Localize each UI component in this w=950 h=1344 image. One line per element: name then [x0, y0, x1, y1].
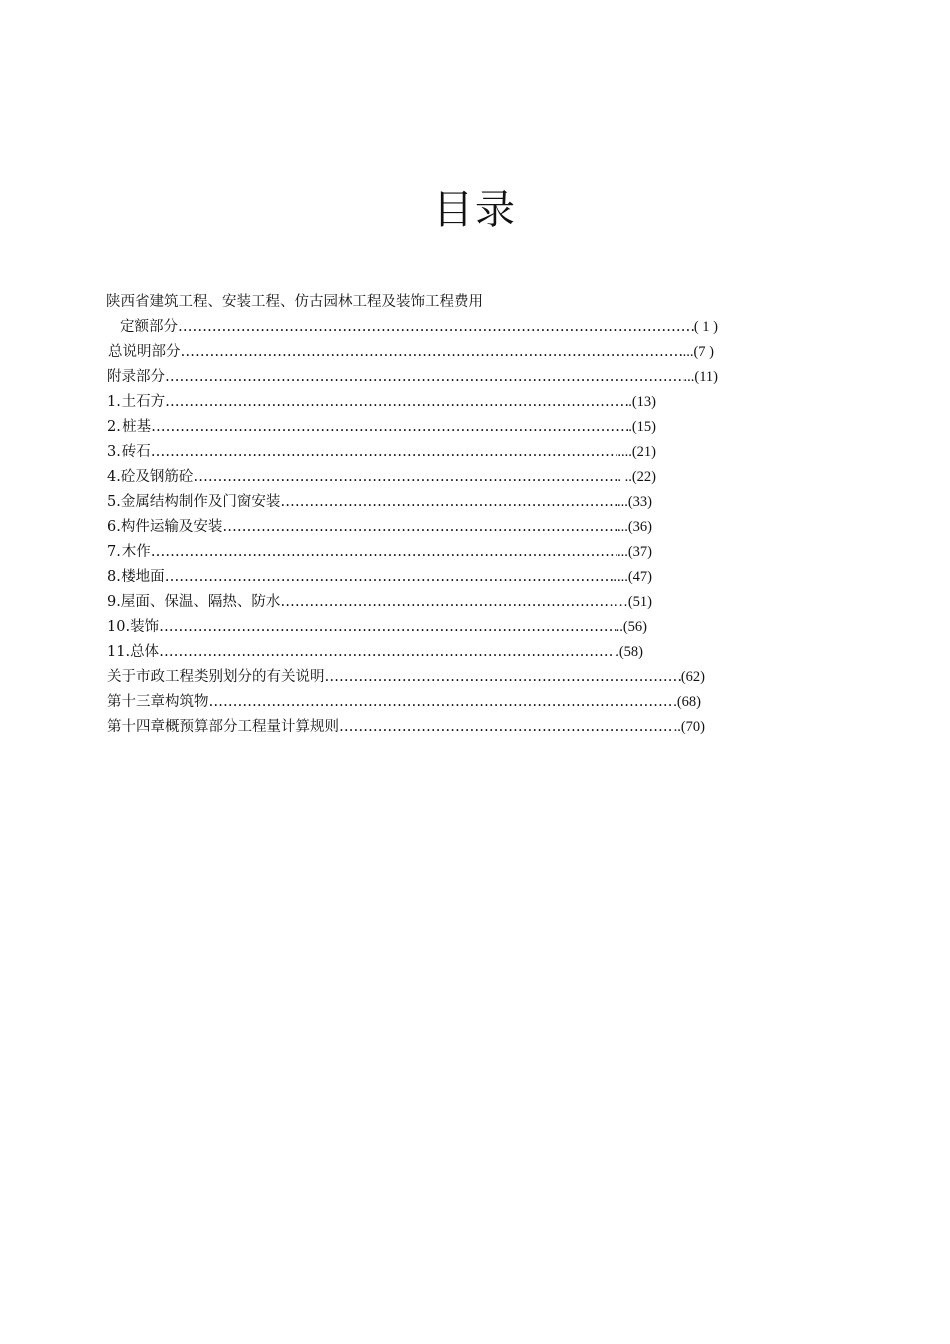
toc-intro-line: 陕西省建筑工程、安装工程、仿古园林工程及装饰工程费用 [106, 294, 483, 310]
toc-entry[interactable]: 3. 砖石 ……………………………………………………………………………………………………………………………………………………………………………………………… ....(21) [107, 440, 656, 464]
toc-entry[interactable]: 附录部分 ……………………………………………………………………………………………………………………………………………………………………………………………… ...(11) [107, 365, 718, 389]
toc-entry[interactable]: 2. 桩基 ……………………………………………………………………………………………………………………………………………………………………………………………… .(15) [107, 415, 656, 439]
toc-entry[interactable]: 9. 屋面、保温、隔热、防水 ……………………………………………………………………………………………………………………………………………………………………………………………… .…(51) [107, 590, 652, 614]
toc-entry[interactable]: 5. 金属结构制作及门窗安装 ……………………………………………………………………………………………………………………………………………………………………………………………… ...(33) [107, 490, 652, 514]
toc-entry[interactable]: 6. 构件运输及安装 ……………………………………………………………………………………………………………………………………………………………………………………………… ...(36) [107, 515, 652, 539]
toc-entry[interactable]: 定额部分 ……………………………………………………………………………………………………………………………………………………………………………………………… ( 1 ) [120, 315, 718, 339]
toc-entry[interactable]: 第十四章 概预算部分工程量计算规则 ……………………………………………………………………………………………………………………………………………………………………………………………… ..(70) [107, 715, 705, 739]
toc-entry[interactable]: 10. 装饰 ……………………………………………………………………………………………………………………………………………………………………………………………… ..(56) [107, 615, 647, 639]
toc-entry[interactable]: 关于市政工程类别划分的有关说明 ……………………………………………………………………………………………………………………………………………………………………………………………… (62) [107, 665, 705, 689]
toc-entry[interactable]: 8. 楼地面 ……………………………………………………………………………………………………………………………………………………………………………………………… ....(47) [107, 565, 652, 589]
toc-entry[interactable]: 4. 砼及钢筋砼 ……………………………………………………………………………………………………………………………………………………………………………………………… . ..(22) [107, 465, 656, 489]
toc-entry[interactable]: 第十三章 构筑物 ……………………………………………………………………………………………………………………………………………………………………………………………… .(68) [107, 690, 701, 714]
toc-entry[interactable]: 7. 木作 ……………………………………………………………………………………………………………………………………………………………………………………………… ...(37) [107, 540, 652, 564]
toc-entry[interactable]: 1. 土石方 ……………………………………………………………………………………………………………………………………………………………………………………………… .(13) [107, 390, 656, 414]
toc-entry[interactable]: 总说明部分 ……………………………………………………………………………………………………………………………………………………………………………………………… ...(7 ) [108, 340, 714, 364]
toc-entry[interactable]: 11. 总体 ……………………………………………………………………………………………………………………………………………………………………………………………… .(58) [107, 640, 643, 664]
page-title: 目录 [433, 187, 517, 233]
